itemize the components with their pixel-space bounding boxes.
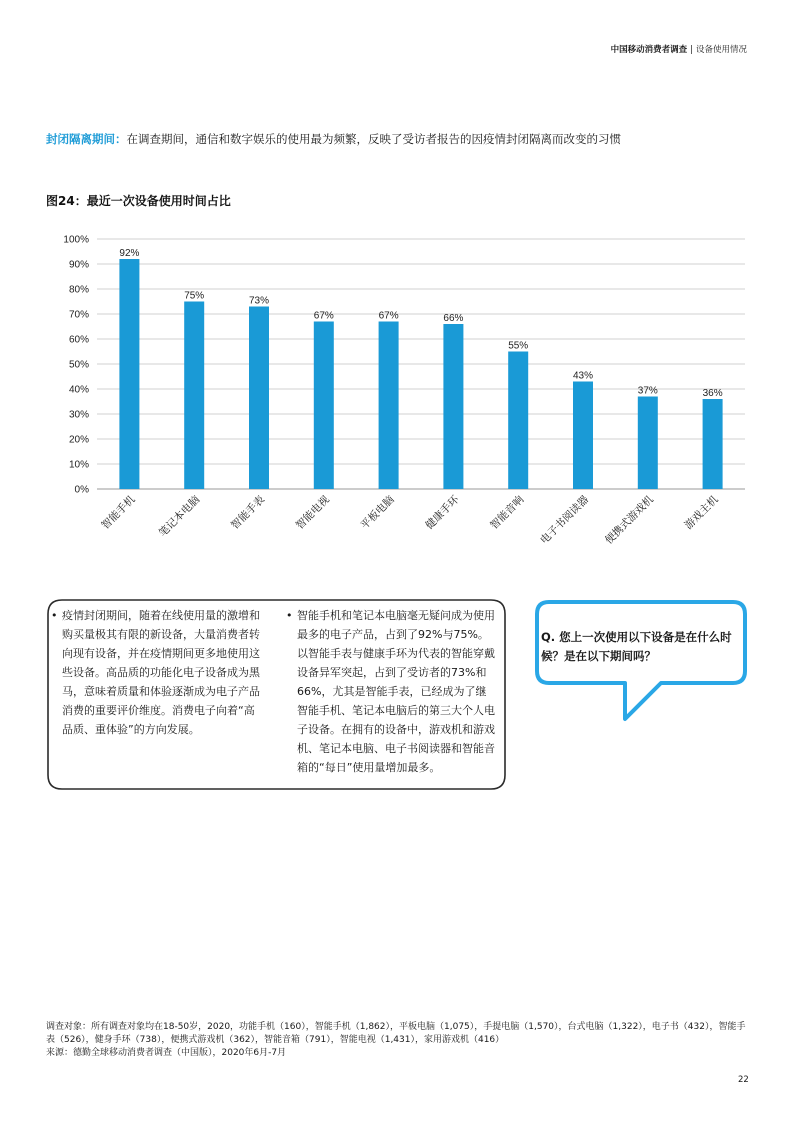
intro-lead: 封闭隔离期间：: [46, 132, 127, 146]
y-tick-label: 90%: [68, 259, 89, 271]
bullet-right: •: [286, 609, 293, 622]
bar: [184, 302, 204, 490]
x-tick-label: 便携式游戏机: [602, 493, 656, 547]
y-tick-label: 70%: [68, 309, 89, 321]
intro-text: 在调查期间，通信和数字娱乐的使用最为频繁，反映了受访者报告的因疫情封闭隔离而改变的习惯: [126, 132, 621, 146]
bar: [249, 307, 269, 490]
note-left-text: 疫情封闭期间，随着在线使用量的激增和购买量极其有限的新设备，大量消费者转向现有设备，并在疫情期间更多地使用这些设备。高品质的功能化电子设备成为黑马，意味着质量和体验逐渐成为电子产品消费的重要评价维度。消费电子向着“高品质、重体验”的方向发展。: [62, 609, 260, 736]
y-tick-label: 50%: [68, 359, 89, 371]
y-tick-label: 80%: [68, 284, 89, 296]
bar: [119, 259, 139, 489]
note-right-text: 智能手机和笔记本电脑毫无疑问成为使用最多的电子产品，占到了92%与75%。以智能手表与健康手环为代表的智能穿戴设备异军突起，占到了受访者的73%和66%，尤其是智能手表，已经成为了继智能手机、笔记本电脑后的第三大个人电子设备。在拥有的设备中，游戏机和游戏机、笔记本电脑、电子书阅读器和智能音箱的“每日”使用量增加最多。: [297, 609, 495, 774]
bar: [703, 399, 723, 489]
x-tick-label: 智能手机: [99, 493, 138, 532]
data-label: 37%: [637, 385, 658, 397]
question-bubble: [533, 598, 753, 733]
x-tick-label: 笔记本电脑: [156, 493, 203, 540]
bar: [638, 397, 658, 490]
footnote: [46, 1021, 746, 1060]
data-label: 75%: [184, 290, 205, 302]
bar: [573, 382, 593, 490]
chart-bars: [119, 259, 722, 489]
data-label: 55%: [508, 340, 529, 352]
x-tick-label: 智能音响: [488, 493, 527, 532]
header-separator: |: [690, 45, 693, 55]
y-tick-label: 10%: [68, 459, 89, 471]
data-label: 36%: [702, 388, 723, 399]
data-label: 92%: [119, 248, 140, 259]
bar: [379, 322, 399, 490]
data-label: 43%: [572, 370, 594, 382]
bar: [314, 322, 334, 490]
notes-box: [46, 598, 507, 791]
bar: [508, 352, 528, 490]
x-tick-label: 游戏主机: [682, 493, 721, 532]
bar: [443, 324, 463, 489]
y-tick-label: 20%: [68, 434, 89, 446]
y-tick-label: 60%: [68, 334, 89, 346]
footnote-sample: 调查对象：所有调查对象均在18-50岁，2020，功能手机（160），智能手机（1,862），平板电脑（1,075），手提电脑（1,570），台式电脑（1,322），电子书（432），智能手表（526），健身手环（738），便携式游戏机（362），智能音箱（791），智能电视（1,431），家用游戏机（416）: [46, 1022, 746, 1045]
x-tick-label: 电子书阅读器: [538, 493, 592, 547]
section-title: 设备使用情况: [695, 45, 747, 55]
bullet-left: •: [51, 609, 58, 622]
note-left: [51, 606, 264, 739]
y-tick-label: 100%: [63, 234, 89, 246]
x-tick-label: 健康手环: [423, 493, 462, 532]
figure-title: 图24：最近一次设备使用时间占比: [46, 194, 231, 208]
data-label: 66%: [443, 313, 464, 324]
chart-data-labels: [119, 248, 722, 399]
x-tick-label: 平板电脑: [358, 493, 397, 532]
x-tick-label: 智能电视: [293, 493, 332, 532]
footnote-source: 来源：德勤全球移动消费者调查（中国版），2020年6月-7月: [46, 1048, 287, 1058]
note-right: [286, 606, 495, 777]
report-title: 中国移动消费者调查: [610, 45, 688, 55]
data-label: 67%: [313, 310, 334, 322]
y-tick-label: 0%: [74, 484, 89, 496]
data-label: 67%: [378, 310, 399, 322]
data-label: 73%: [248, 295, 270, 307]
x-tick-label: 智能手表: [228, 493, 268, 532]
chart-y-axis: [63, 235, 89, 496]
y-tick-label: 40%: [68, 384, 89, 396]
y-tick-label: 30%: [68, 409, 89, 421]
page-number: 22: [738, 1075, 749, 1085]
question-text: Q. 您上一次使用以下设备是在什么时候？是在以下期间吗？: [541, 630, 732, 663]
chart-x-axis: [99, 493, 721, 547]
